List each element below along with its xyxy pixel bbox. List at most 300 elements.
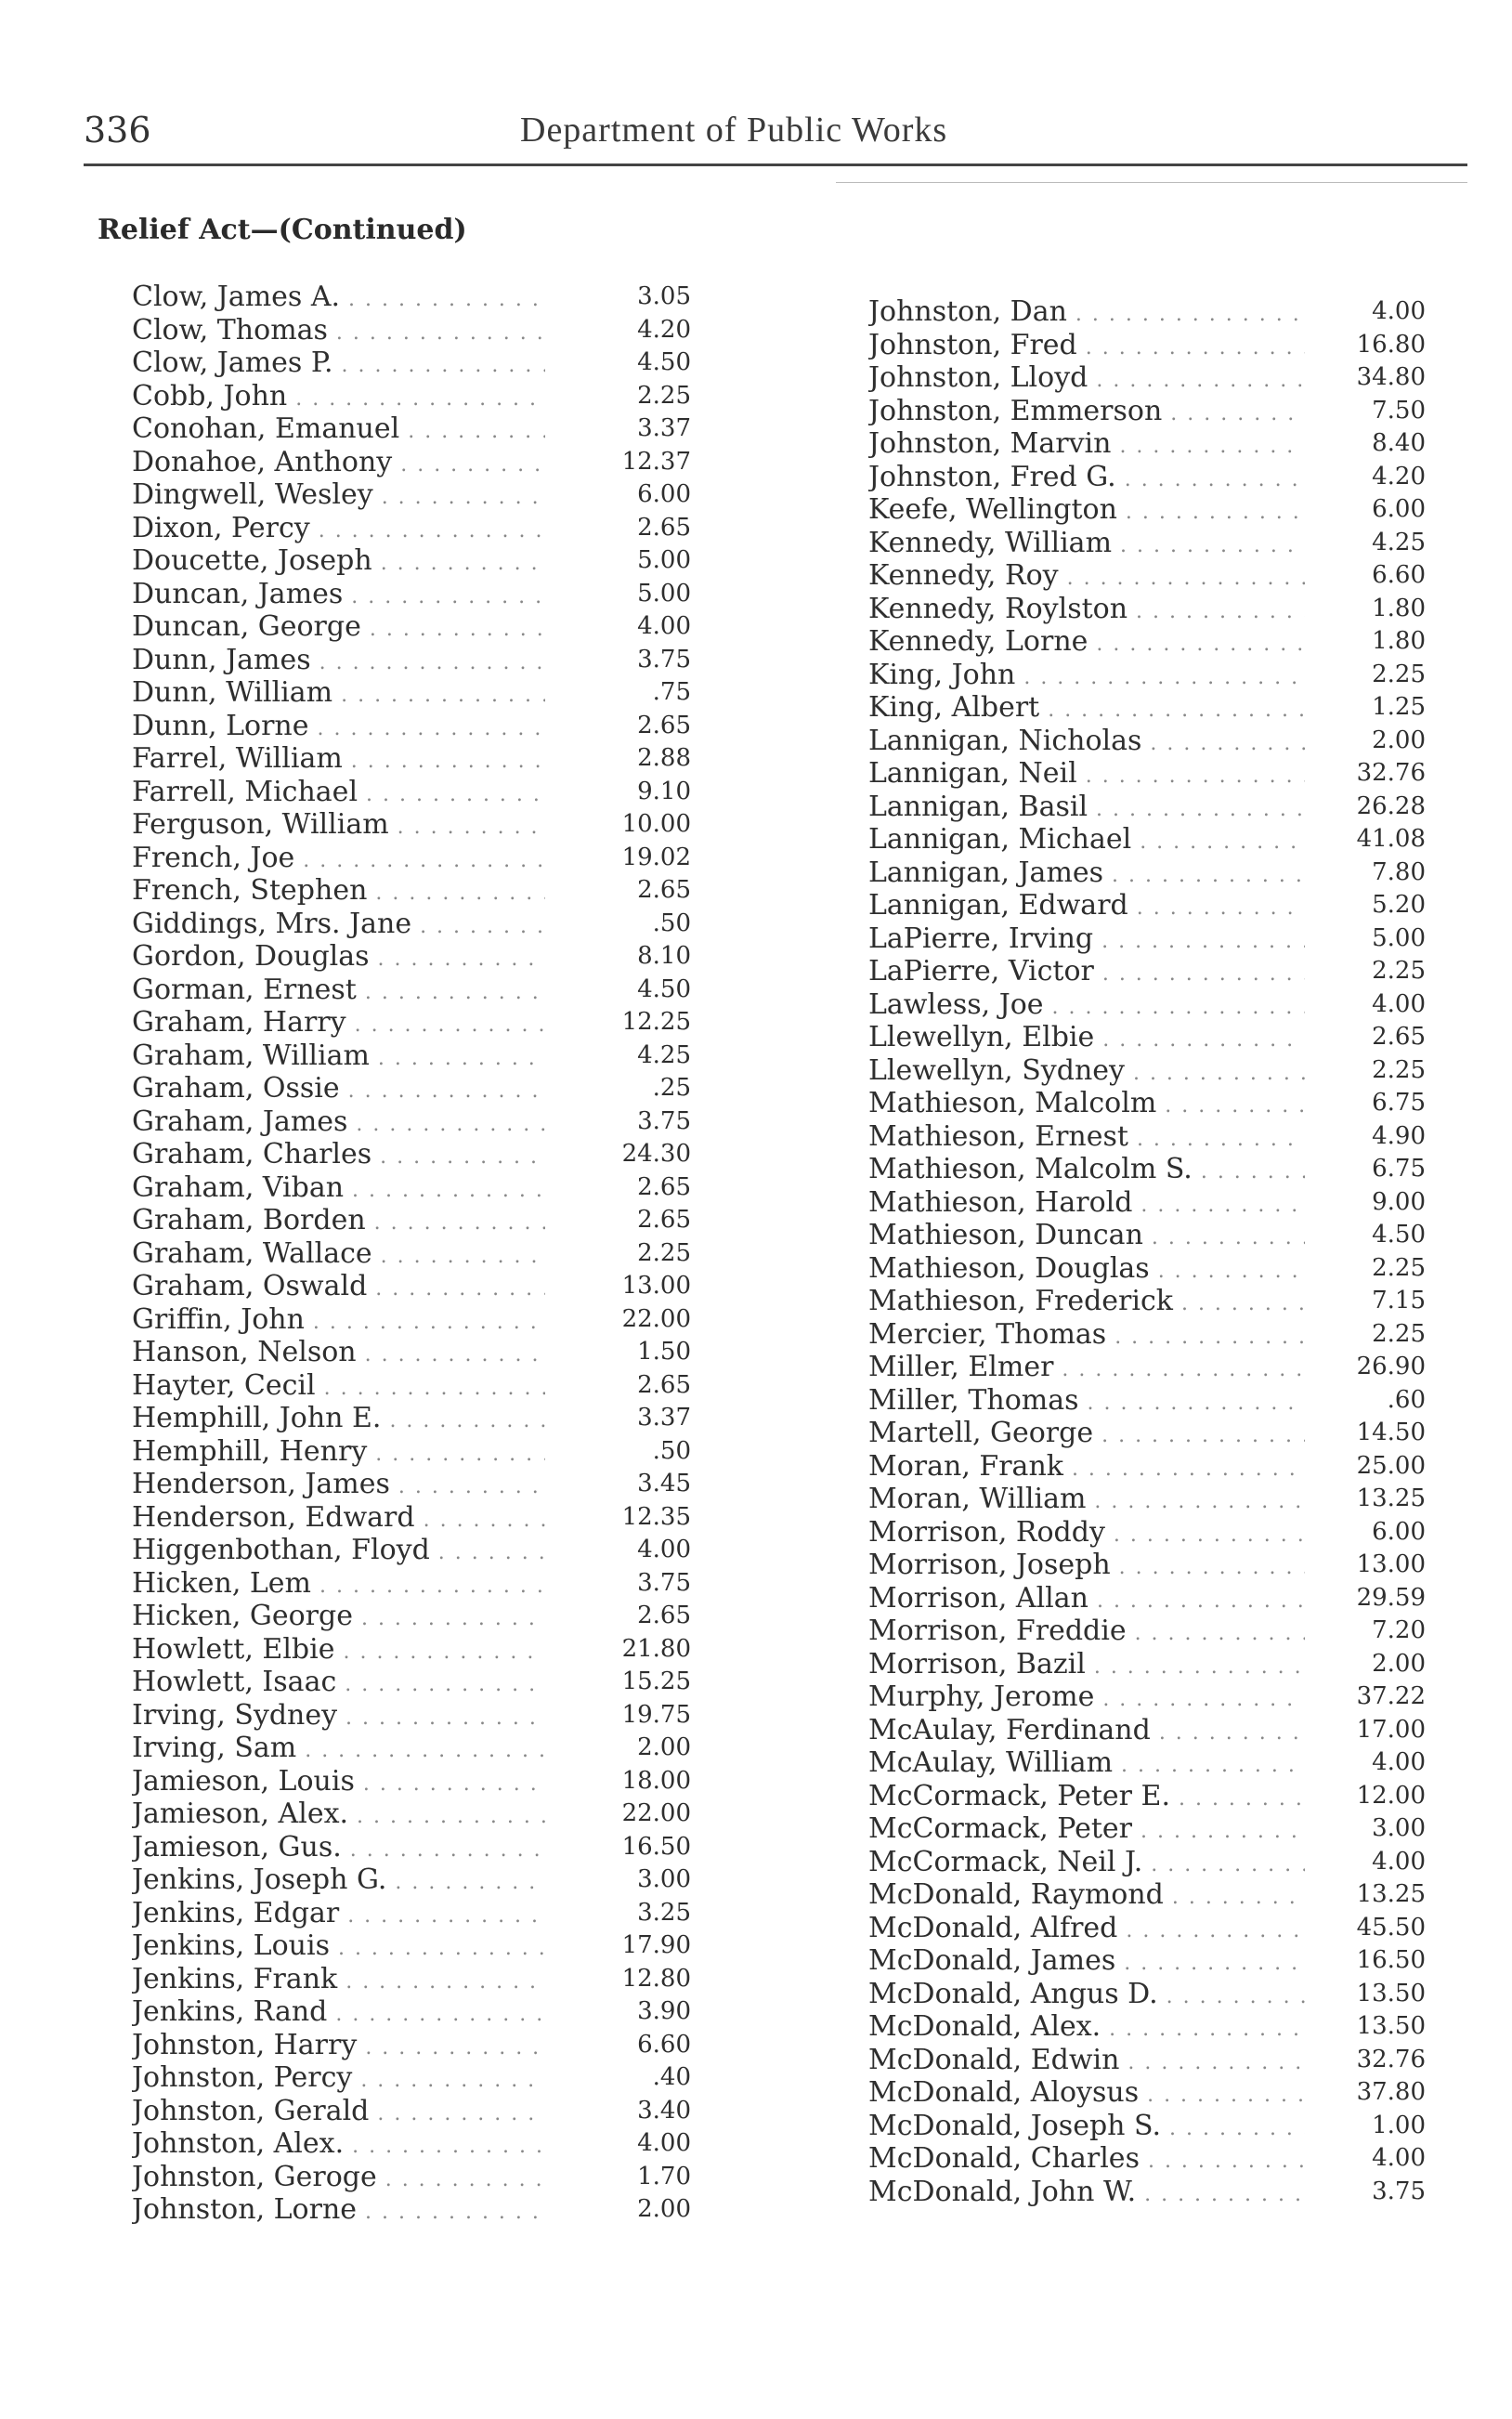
payee-name: Llewellyn, Sydney . . . bbox=[868, 1054, 1305, 1091]
list-item bbox=[132, 676, 689, 710]
payee-name: Donahoe, Anthony . . . bbox=[132, 446, 545, 482]
payee-name: Johnston, Fred . . . bbox=[868, 329, 1305, 365]
list-item bbox=[132, 1897, 689, 1930]
list-item bbox=[868, 493, 1426, 527]
payment-amount: 29.59 bbox=[1356, 1583, 1426, 1612]
payment-amount: 37.80 bbox=[1356, 2078, 1426, 2106]
payee-name: Graham, Harry . . . bbox=[132, 1006, 545, 1042]
list-item bbox=[132, 842, 689, 875]
list-item bbox=[868, 1812, 1426, 1846]
payment-amount: 4.20 bbox=[1372, 462, 1426, 490]
payment-amount: 21.80 bbox=[621, 1634, 691, 1663]
payee-name: Morrison, Roddy . . . bbox=[868, 1516, 1305, 1552]
list-item bbox=[132, 1402, 689, 1435]
payee-name: Johnston, Alex. . . . bbox=[132, 2127, 545, 2164]
payee-name: Mathieson, Malcolm . . . bbox=[868, 1087, 1305, 1123]
payment-amount: 7.80 bbox=[1372, 857, 1426, 886]
payee-name: King, John . . . bbox=[868, 659, 1305, 695]
payee-name: Mathieson, Ernest . . . bbox=[868, 1120, 1305, 1157]
payment-amount: 1.50 bbox=[637, 1338, 691, 1366]
list-item bbox=[132, 1666, 689, 1699]
list-item bbox=[132, 1105, 689, 1139]
list-item bbox=[868, 955, 1426, 988]
list-item bbox=[132, 874, 689, 908]
payment-amount: 2.65 bbox=[637, 1370, 691, 1399]
list-item bbox=[868, 1780, 1426, 1813]
list-item bbox=[132, 2161, 689, 2194]
payee-name: Johnston, Lloyd . . . bbox=[868, 361, 1305, 398]
payee-name: Clow, James A. . . . bbox=[132, 281, 545, 317]
header-rule bbox=[84, 163, 1467, 166]
list-item bbox=[868, 1680, 1426, 1714]
payee-name: Jenkins, Joseph G. . . . bbox=[132, 1863, 545, 1900]
list-item bbox=[868, 395, 1426, 428]
payee-name: McDonald, Raymond . . . bbox=[868, 1878, 1305, 1915]
payment-amount: 3.40 bbox=[637, 2096, 691, 2125]
list-item bbox=[132, 742, 689, 776]
list-item bbox=[868, 791, 1426, 824]
payee-name: Farrel, William . . . bbox=[132, 742, 545, 778]
list-item bbox=[868, 1582, 1426, 1615]
payee-name: Jenkins, Frank . . . bbox=[132, 1963, 545, 1999]
payment-amount: .40 bbox=[652, 2063, 691, 2091]
payment-amount: 3.90 bbox=[637, 1997, 691, 2025]
payment-amount: 5.20 bbox=[1372, 891, 1426, 919]
list-item bbox=[868, 1878, 1426, 1912]
list-item bbox=[132, 512, 689, 545]
payee-name: Farrell, Michael . . . bbox=[132, 776, 545, 812]
payee-name: Johnston, Lorne . . . bbox=[132, 2193, 545, 2229]
list-item bbox=[132, 1501, 689, 1535]
list-item bbox=[868, 2142, 1426, 2176]
list-item bbox=[132, 544, 689, 578]
list-item bbox=[868, 1219, 1426, 1252]
payment-amount: 2.65 bbox=[637, 876, 691, 904]
payment-amount: 6.60 bbox=[1372, 561, 1426, 589]
list-item bbox=[132, 281, 689, 314]
payee-name: Graham, Ossie . . . bbox=[132, 1072, 545, 1108]
payment-amount: 2.65 bbox=[637, 1602, 691, 1629]
list-item bbox=[132, 1831, 689, 1864]
payment-amount: 1.80 bbox=[1372, 594, 1426, 622]
payee-name: Henderson, James . . . bbox=[132, 1468, 545, 1504]
payee-name: McCormack, Neil J. . . . bbox=[868, 1846, 1305, 1882]
list-item bbox=[132, 2095, 689, 2128]
payment-amount: 13.00 bbox=[621, 1272, 691, 1300]
payment-amount: 5.00 bbox=[637, 546, 691, 574]
payee-name: Mathieson, Douglas . . . bbox=[868, 1252, 1305, 1288]
payment-amount: 3.05 bbox=[637, 282, 691, 310]
list-item bbox=[132, 1006, 689, 1040]
list-item bbox=[868, 1087, 1426, 1120]
payee-name: Dunn, Lorne . . . bbox=[132, 710, 545, 746]
payee-name: Mathieson, Malcolm S. . . . bbox=[868, 1153, 1305, 1189]
payee-name: Graham, William . . . bbox=[132, 1040, 545, 1076]
payment-amount: 12.25 bbox=[621, 1008, 691, 1036]
payment-amount: 12.00 bbox=[1356, 1781, 1426, 1810]
payee-name: French, Stephen . . . bbox=[132, 874, 545, 910]
list-item bbox=[868, 1054, 1426, 1088]
payee-name: Graham, Borden . . . bbox=[132, 1204, 545, 1240]
payment-amount: 4.00 bbox=[1372, 2144, 1426, 2172]
list-item bbox=[868, 625, 1426, 659]
list-item bbox=[868, 1450, 1426, 1484]
payee-name: Dixon, Percy . . . bbox=[132, 512, 545, 548]
payment-amount: 2.88 bbox=[637, 744, 691, 772]
payee-name: Irving, Sam . . . bbox=[132, 1732, 545, 1768]
payee-name: McDonald, John W. . . . bbox=[868, 2176, 1305, 2212]
list-item bbox=[132, 908, 689, 941]
payee-name: Griffin, John . . . bbox=[132, 1303, 545, 1340]
payment-amount: 12.37 bbox=[621, 447, 691, 476]
payee-name: McDonald, Aloysus . . . bbox=[868, 2076, 1305, 2112]
list-item bbox=[132, 974, 689, 1007]
payment-amount: 2.00 bbox=[637, 2195, 691, 2223]
payee-name: Clow, Thomas . . . bbox=[132, 314, 545, 350]
payment-amount: 26.90 bbox=[1356, 1353, 1426, 1380]
list-item bbox=[868, 1120, 1426, 1154]
payee-name: McDonald, Alfred . . . bbox=[868, 1912, 1305, 1948]
list-item bbox=[868, 823, 1426, 856]
payment-amount: .25 bbox=[652, 1074, 691, 1102]
list-item bbox=[868, 1021, 1426, 1054]
payment-amount: 12.35 bbox=[621, 1502, 691, 1531]
list-item bbox=[132, 314, 689, 347]
payee-name: Hemphill, Henry . . . bbox=[132, 1435, 545, 1471]
list-item bbox=[868, 1615, 1426, 1648]
payee-name: Jenkins, Edgar . . . bbox=[132, 1897, 545, 1933]
payment-amount: 4.90 bbox=[1372, 1121, 1426, 1150]
payment-amount: 13.00 bbox=[1356, 1550, 1426, 1578]
payment-amount: 8.40 bbox=[1372, 429, 1426, 457]
payment-amount: 6.75 bbox=[1372, 1155, 1426, 1183]
payee-name: King, Albert . . . bbox=[868, 691, 1305, 727]
list-item bbox=[868, 2044, 1426, 2077]
list-item bbox=[868, 1516, 1426, 1549]
payment-amount: 5.00 bbox=[637, 579, 691, 608]
list-item bbox=[868, 1648, 1426, 1681]
payment-amount: 15.25 bbox=[621, 1667, 691, 1695]
list-item bbox=[132, 1040, 689, 1073]
payee-name: Graham, Charles . . . bbox=[132, 1138, 545, 1174]
payee-name: Morrison, Bazil . . . bbox=[868, 1648, 1305, 1684]
list-item bbox=[132, 446, 689, 479]
list-item bbox=[132, 1995, 689, 2029]
payee-name: Jamieson, Louis . . . bbox=[132, 1765, 545, 1801]
list-item bbox=[132, 478, 689, 512]
list-item bbox=[132, 1798, 689, 1831]
payee-name: Moran, Frank . . . bbox=[868, 1450, 1305, 1486]
payee-name: Lawless, Joe . . . bbox=[868, 988, 1305, 1025]
payee-name: Giddings, Mrs. Jane . . . bbox=[132, 908, 545, 944]
list-item bbox=[132, 1567, 689, 1601]
payee-name: Johnston, Emmerson . . . bbox=[868, 395, 1305, 431]
payment-amount: 7.50 bbox=[1372, 396, 1426, 425]
payment-amount: 6.00 bbox=[1372, 1517, 1426, 1546]
payee-name: Hanson, Nelson . . . bbox=[132, 1336, 545, 1372]
payment-amount: 6.00 bbox=[1372, 495, 1426, 523]
payment-amount: 22.00 bbox=[621, 1304, 691, 1333]
list-item bbox=[868, 659, 1426, 692]
list-item bbox=[868, 1318, 1426, 1352]
payee-name: Jenkins, Louis . . . bbox=[132, 1929, 545, 1966]
list-item bbox=[132, 2061, 689, 2095]
payee-name: Moran, William . . . bbox=[868, 1483, 1305, 1519]
list-item bbox=[868, 1417, 1426, 1450]
list-item bbox=[132, 1963, 689, 1996]
list-item bbox=[132, 1929, 689, 1963]
list-item bbox=[132, 1435, 689, 1469]
list-item bbox=[868, 1483, 1426, 1516]
payee-name: Gordon, Douglas . . . bbox=[132, 940, 545, 976]
list-item bbox=[868, 1549, 1426, 1582]
payment-amount: 6.75 bbox=[1372, 1089, 1426, 1117]
page-header bbox=[84, 110, 1467, 165]
payment-amount: 3.25 bbox=[637, 1898, 691, 1927]
list-item bbox=[868, 527, 1426, 560]
payment-amount: .75 bbox=[652, 678, 691, 706]
list-item bbox=[132, 1633, 689, 1667]
list-item bbox=[132, 347, 689, 380]
payment-amount: 4.00 bbox=[637, 2129, 691, 2157]
list-item bbox=[868, 2076, 1426, 2110]
list-item bbox=[868, 2176, 1426, 2209]
payment-amount: 13.25 bbox=[1356, 1880, 1426, 1908]
payee-name: Lannigan, Nicholas . . . bbox=[868, 725, 1305, 761]
page-number: 336 bbox=[84, 110, 151, 150]
list-item bbox=[132, 1303, 689, 1337]
payee-name: Jenkins, Rand . . . bbox=[132, 1995, 545, 2032]
payee-name: Mathieson, Harold . . . bbox=[868, 1186, 1305, 1223]
payment-amount: 5.00 bbox=[1372, 923, 1426, 952]
payment-amount: 19.02 bbox=[621, 843, 691, 871]
payment-amount: 4.00 bbox=[1372, 297, 1426, 325]
list-item bbox=[868, 889, 1426, 922]
payee-name: McCormack, Peter E. . . . bbox=[868, 1780, 1305, 1816]
payment-amount: 2.25 bbox=[637, 1238, 691, 1267]
payment-amount: 12.80 bbox=[621, 1964, 691, 1993]
payment-amount: 4.00 bbox=[1372, 1748, 1426, 1776]
list-item bbox=[868, 988, 1426, 1022]
list-item bbox=[868, 1252, 1426, 1286]
payee-name: Hayter, Cecil . . . bbox=[132, 1369, 545, 1406]
list-item bbox=[132, 1468, 689, 1501]
list-item bbox=[868, 2010, 1426, 2044]
list-item bbox=[868, 1978, 1426, 2011]
payment-amount: 3.37 bbox=[637, 414, 691, 442]
payee-name: Graham, Oswald . . . bbox=[132, 1270, 545, 1306]
payment-amount: 3.75 bbox=[1372, 2177, 1426, 2205]
list-item bbox=[868, 461, 1426, 494]
payee-name: Miller, Elmer . . . bbox=[868, 1351, 1305, 1387]
payment-amount: 34.80 bbox=[1356, 363, 1426, 391]
payment-amount: 6.60 bbox=[637, 2030, 691, 2059]
list-item bbox=[132, 1336, 689, 1369]
payment-amount: 32.76 bbox=[1356, 2045, 1426, 2073]
running-title: Department of Public Works bbox=[520, 111, 948, 150]
payee-name: Kennedy, Roylston . . . bbox=[868, 593, 1305, 629]
list-item bbox=[868, 559, 1426, 593]
list-item bbox=[132, 1863, 689, 1897]
list-item bbox=[132, 412, 689, 446]
payee-name: Doucette, Joseph . . . bbox=[132, 544, 545, 581]
payee-name: Ferguson, William . . . bbox=[132, 808, 545, 844]
payment-amount: 13.25 bbox=[1356, 1484, 1426, 1512]
payee-name: Lannigan, James . . . bbox=[868, 856, 1305, 893]
payee-name: Llewellyn, Elbie . . . bbox=[868, 1021, 1305, 1057]
payee-name: McAulay, Ferdinand . . . bbox=[868, 1714, 1305, 1750]
list-item bbox=[868, 1714, 1426, 1747]
payee-name: Johnston, Fred G. . . . bbox=[868, 461, 1305, 497]
payee-name: Johnston, Percy . . . bbox=[132, 2061, 545, 2098]
payee-name: Graham, James . . . bbox=[132, 1105, 545, 1142]
list-item bbox=[132, 1765, 689, 1798]
payment-amount: 8.10 bbox=[637, 942, 691, 970]
payee-name: Johnston, Gerald . . . bbox=[132, 2095, 545, 2131]
payment-amount: 17.00 bbox=[1356, 1715, 1426, 1744]
list-item bbox=[132, 776, 689, 809]
payment-amount: 2.65 bbox=[1372, 1023, 1426, 1051]
payee-name: Hemphill, John E. . . . bbox=[132, 1402, 545, 1438]
payment-amount: 13.50 bbox=[1356, 2012, 1426, 2040]
right-column bbox=[868, 295, 1426, 2208]
payee-name: Murphy, Jerome . . . bbox=[868, 1680, 1305, 1717]
payment-amount: 4.20 bbox=[637, 315, 691, 344]
payment-amount: 37.22 bbox=[1356, 1682, 1426, 1710]
payee-name: McDonald, Charles . . . bbox=[868, 2142, 1305, 2178]
list-item bbox=[132, 610, 689, 644]
list-item bbox=[132, 1369, 689, 1403]
payee-name: McDonald, Alex. . . . bbox=[868, 2010, 1305, 2046]
payment-amount: 16.50 bbox=[621, 1832, 691, 1861]
payee-name: Kennedy, Lorne . . . bbox=[868, 625, 1305, 661]
payee-name: Kennedy, William . . . bbox=[868, 527, 1305, 563]
list-item bbox=[132, 1072, 689, 1105]
payee-name: Hicken, George . . . bbox=[132, 1600, 545, 1636]
payment-amount: 22.00 bbox=[621, 1799, 691, 1827]
payee-name: Hicken, Lem . . . bbox=[132, 1567, 545, 1603]
list-item bbox=[132, 2193, 689, 2227]
payment-amount: 1.00 bbox=[1372, 2111, 1426, 2139]
payment-amount: 16.80 bbox=[1356, 330, 1426, 359]
payee-name: Howlett, Elbie . . . bbox=[132, 1633, 545, 1669]
payee-name: Keefe, Wellington . . . bbox=[868, 493, 1305, 530]
list-item bbox=[868, 922, 1426, 956]
payee-name: Johnston, Harry . . . bbox=[132, 2029, 545, 2065]
payment-amount: 17.90 bbox=[621, 1931, 691, 1959]
payee-name: Johnston, Geroge . . . bbox=[132, 2161, 545, 2197]
payee-name: Jamieson, Gus. . . . bbox=[132, 1831, 545, 1867]
payment-amount: 24.30 bbox=[621, 1140, 691, 1168]
list-item bbox=[132, 1171, 689, 1205]
payee-name: McAulay, William . . . bbox=[868, 1746, 1305, 1783]
payee-name: Duncan, George . . . bbox=[132, 610, 545, 647]
list-item bbox=[868, 725, 1426, 758]
payee-name: Lannigan, Basil . . . bbox=[868, 791, 1305, 827]
list-item bbox=[132, 1534, 689, 1567]
left-column bbox=[132, 281, 689, 2227]
payee-name: Lannigan, Neil . . . bbox=[868, 757, 1305, 793]
payment-amount: 4.00 bbox=[637, 1536, 691, 1563]
list-item bbox=[868, 427, 1426, 461]
list-item bbox=[868, 2110, 1426, 2143]
payment-amount: 2.65 bbox=[637, 711, 691, 739]
payment-amount: 14.50 bbox=[1356, 1419, 1426, 1446]
payment-amount: 2.65 bbox=[637, 513, 691, 542]
list-item bbox=[868, 593, 1426, 626]
payee-name: Duncan, James . . . bbox=[132, 578, 545, 614]
payee-name: Higgenbothan, Floyd . . . bbox=[132, 1534, 545, 1570]
payee-name: McDonald, Edwin . . . bbox=[868, 2044, 1305, 2080]
payee-name: McDonald, Joseph S. . . . bbox=[868, 2110, 1305, 2146]
payment-amount: 2.25 bbox=[1372, 660, 1426, 688]
payee-name: LaPierre, Victor . . . bbox=[868, 955, 1305, 991]
payment-amount: 32.76 bbox=[1356, 759, 1426, 787]
payment-amount: 9.10 bbox=[637, 777, 691, 805]
payment-amount: 9.00 bbox=[1372, 1187, 1426, 1216]
payee-name: Graham, Viban . . . bbox=[132, 1171, 545, 1208]
payment-amount: 3.45 bbox=[637, 1470, 691, 1497]
payee-name: Johnston, Dan . . . bbox=[868, 295, 1305, 332]
payment-amount: 2.65 bbox=[637, 1172, 691, 1201]
payment-amount: 4.25 bbox=[637, 1040, 691, 1069]
list-item bbox=[868, 1944, 1426, 1978]
payment-amount: 16.50 bbox=[1356, 1946, 1426, 1974]
payee-name: Morrison, Allan . . . bbox=[868, 1582, 1305, 1618]
payment-amount: 2.25 bbox=[1372, 1055, 1426, 1084]
list-item bbox=[132, 1204, 689, 1237]
payment-amount: 1.25 bbox=[1372, 693, 1426, 721]
payee-name: Dingwell, Wesley . . . bbox=[132, 478, 545, 515]
list-item bbox=[132, 1270, 689, 1303]
payee-name: Dunn, William . . . bbox=[132, 676, 545, 713]
list-item bbox=[868, 856, 1426, 890]
payment-amount: 2.25 bbox=[1372, 1319, 1426, 1348]
list-item bbox=[132, 710, 689, 743]
payee-name: Dunn, James . . . bbox=[132, 644, 545, 680]
list-item bbox=[132, 1237, 689, 1271]
payee-name: Irving, Sydney . . . bbox=[132, 1699, 545, 1735]
payment-amount: 2.00 bbox=[637, 1733, 691, 1761]
list-item bbox=[132, 1138, 689, 1171]
payment-amount: 4.25 bbox=[1372, 528, 1426, 556]
list-item bbox=[868, 1384, 1426, 1418]
list-item bbox=[868, 361, 1426, 395]
list-item bbox=[868, 691, 1426, 725]
payee-name: Graham, Wallace . . . bbox=[132, 1237, 545, 1274]
payee-name: Mercier, Thomas . . . bbox=[868, 1318, 1305, 1354]
list-item bbox=[868, 1846, 1426, 1879]
payee-name: Gorman, Ernest . . . bbox=[132, 974, 545, 1010]
payee-name: Mathieson, Duncan . . . bbox=[868, 1219, 1305, 1255]
payee-name: Morrison, Freddie . . . bbox=[868, 1615, 1305, 1651]
list-item bbox=[132, 1699, 689, 1733]
payee-name: Jamieson, Alex. . . . bbox=[132, 1798, 545, 1834]
payee-name: Johnston, Marvin . . . bbox=[868, 427, 1305, 464]
payment-amount: 19.75 bbox=[621, 1700, 691, 1729]
payment-amount: 4.50 bbox=[637, 348, 691, 376]
payee-name: Clow, James P. . . . bbox=[132, 347, 545, 383]
payment-amount: 1.80 bbox=[1372, 627, 1426, 655]
payee-name: Henderson, Edward . . . bbox=[132, 1501, 545, 1537]
payment-amount: 3.75 bbox=[637, 1568, 691, 1597]
list-item bbox=[132, 644, 689, 677]
list-item bbox=[132, 940, 689, 974]
payee-name: Lannigan, Michael . . . bbox=[868, 823, 1305, 859]
list-item bbox=[868, 1285, 1426, 1318]
payment-amount: 41.08 bbox=[1356, 825, 1426, 853]
payee-name: Mathieson, Frederick . . . bbox=[868, 1285, 1305, 1321]
